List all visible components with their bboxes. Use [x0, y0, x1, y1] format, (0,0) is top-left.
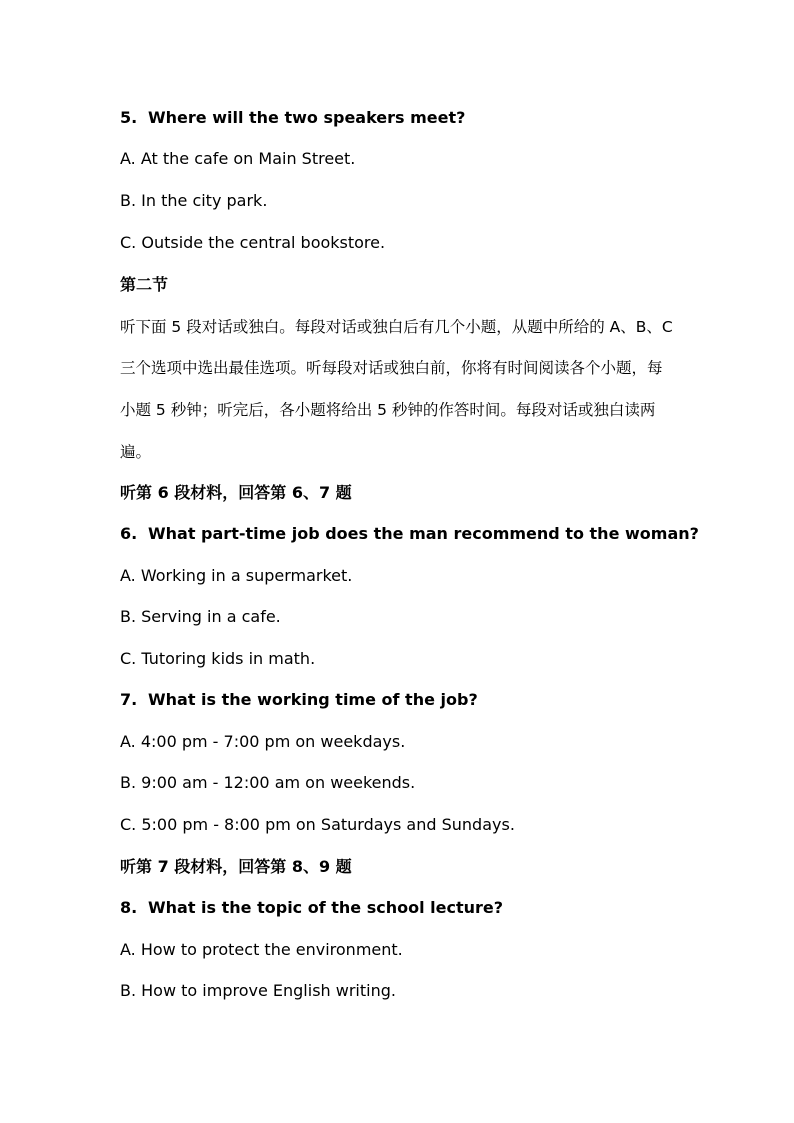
- instruction-line: 小题 5 秒钟；听完后，各小题将给出 5 秒钟的作答时间。每段对话或独白读两: [120, 401, 656, 419]
- option-6c: C. Tutoring kids in math.: [120, 649, 316, 668]
- question-number: 7.: [120, 690, 138, 709]
- section-title: 第二节: [120, 275, 169, 294]
- material-heading-7: 听第 7 段材料，回答第 8、9 题: [120, 857, 352, 876]
- question-number: 5.: [120, 108, 138, 127]
- option-7a: A. 4:00 pm - 7:00 pm on weekdays.: [120, 732, 406, 751]
- option-7c: C. 5:00 pm - 8:00 pm on Saturdays and Sundays.: [120, 815, 515, 834]
- question-text: What is the working time of the job?: [148, 690, 478, 709]
- question-number: 6.: [120, 524, 138, 543]
- option-7b: B. 9:00 am - 12:00 am on weekends.: [120, 773, 416, 792]
- question-5: [120, 108, 465, 128]
- instruction-line: 遍。: [120, 443, 152, 461]
- question-6: [120, 524, 699, 544]
- instruction-line: 听下面 5 段对话或独白。每段对话或独白后有几个小题，从题中所给的 A、B、C: [120, 318, 673, 336]
- option-5a: A. At the cafe on Main Street.: [120, 149, 356, 168]
- question-number: 8.: [120, 898, 138, 917]
- material-heading-6: 听第 6 段材料，回答第 6、7 题: [120, 483, 352, 502]
- option-8b: B. How to improve English writing.: [120, 981, 396, 1000]
- question-8: [120, 898, 503, 918]
- option-8a: A. How to protect the environment.: [120, 940, 403, 959]
- option-5c: C. Outside the central bookstore.: [120, 233, 386, 252]
- option-5b: B. In the city park.: [120, 191, 268, 210]
- instruction-line: 三个选项中选出最佳选项。听每段对话或独白前，你将有时间阅读各个小题，每: [120, 359, 663, 377]
- question-text: What part-time job does the man recommend to the woman?: [148, 524, 699, 543]
- question-text: Where will the two speakers meet?: [148, 108, 466, 127]
- option-6a: A. Working in a supermarket.: [120, 566, 353, 585]
- question-text: What is the topic of the school lecture?: [148, 898, 504, 917]
- option-6b: B. Serving in a cafe.: [120, 607, 281, 626]
- question-7: [120, 690, 478, 710]
